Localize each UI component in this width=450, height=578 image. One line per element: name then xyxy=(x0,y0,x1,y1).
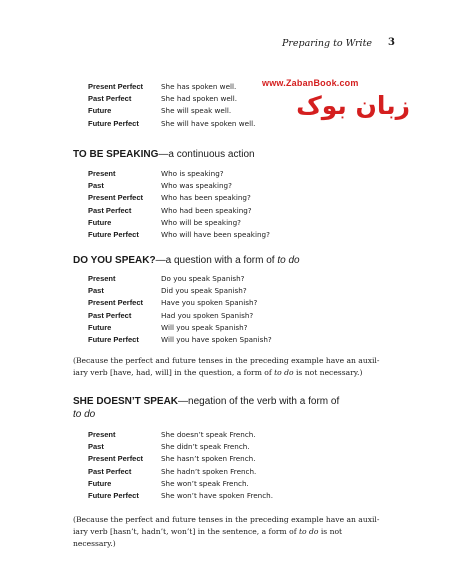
table-row xyxy=(88,441,273,453)
example-sentence: She didn’t speak French. xyxy=(161,442,250,452)
heading-bold: SHE DOESN’T SPEAK xyxy=(73,396,179,407)
conjugation-table-2 xyxy=(88,168,270,241)
tense-label: Past xyxy=(88,181,104,191)
table-row xyxy=(88,192,270,204)
example-sentence: Have you spoken Spanish? xyxy=(161,298,258,308)
example-sentence: She doesn’t speak French. xyxy=(161,430,256,439)
table-row xyxy=(88,453,273,465)
explanatory-note-2 xyxy=(73,514,383,550)
tense-label: Present Perfect xyxy=(88,298,144,308)
example-sentence: Who had been speaking? xyxy=(161,205,252,215)
tense-label: Future Perfect xyxy=(88,118,139,128)
note-line: (Because the perfect and future tenses in the preceding example have an auxil- xyxy=(73,356,380,365)
example-sentence: She hadn’t spoken French. xyxy=(161,466,257,476)
example-sentence: Who was speaking? xyxy=(161,181,232,191)
running-header: Preparing to Write xyxy=(282,38,373,49)
table-row xyxy=(88,310,272,322)
table-row xyxy=(88,297,272,309)
tense-label: Past xyxy=(88,442,104,452)
table-row xyxy=(88,229,270,241)
example-sentence: Who will have been speaking? xyxy=(161,229,270,239)
tense-label: Past Perfect xyxy=(88,94,132,104)
tense-label: Present Perfect xyxy=(88,82,144,91)
tense-label: Future Perfect xyxy=(88,490,139,500)
tense-label: Present xyxy=(88,169,116,178)
page-number: 3 xyxy=(388,37,395,48)
logo-text: زبان بوک xyxy=(296,91,410,120)
table-row xyxy=(88,285,272,297)
table-row xyxy=(88,205,270,217)
example-sentence: Who is speaking? xyxy=(161,169,224,178)
example-sentence: Will you speak Spanish? xyxy=(161,322,248,332)
section-heading-to-be-speaking xyxy=(73,149,255,160)
tense-label: Future xyxy=(88,106,112,116)
explanatory-note-1 xyxy=(73,355,383,379)
table-row xyxy=(88,217,270,229)
example-sentence: Will you have spoken Spanish? xyxy=(161,334,272,344)
heading-rest: —a continuous action xyxy=(158,149,255,160)
section-heading-do-you-speak xyxy=(73,255,300,266)
note-text: iary verb [have, had, will] in the question, a form of xyxy=(73,368,275,377)
table-row xyxy=(88,105,255,117)
table-row xyxy=(88,334,272,346)
section-heading-she-doesnt-speak xyxy=(73,395,339,421)
note-text: is not necessary.) xyxy=(293,368,363,377)
tense-label: Present xyxy=(88,274,116,283)
note-line: (Because the perfect and future tenses in the preceding example have an auxil- xyxy=(73,515,380,524)
watermark-url: www.ZabanBook.com xyxy=(262,78,359,88)
tense-label: Future xyxy=(88,217,112,227)
table-row xyxy=(88,118,255,130)
table-row xyxy=(88,273,272,285)
example-sentence: She won’t have spoken French. xyxy=(161,490,274,500)
zabanbook-logo-icon xyxy=(262,88,412,122)
tense-label: Past Perfect xyxy=(88,466,132,476)
tense-label: Present Perfect xyxy=(88,193,144,203)
heading-line xyxy=(73,395,339,408)
tense-label: Future xyxy=(88,322,112,332)
tense-label: Future xyxy=(88,478,112,488)
conjugation-table-4 xyxy=(88,429,273,502)
table-row xyxy=(88,168,270,180)
heading-rest: —a question with a form of xyxy=(155,255,278,266)
note-italic: to do xyxy=(298,527,319,536)
tense-label: Future Perfect xyxy=(88,229,139,239)
tense-label: Future Perfect xyxy=(88,334,139,344)
table-row xyxy=(88,322,272,334)
tense-label: Past xyxy=(88,286,104,296)
note-text: iary verb [hasn’t, hadn’t, won’t] in the sentence, a form of xyxy=(73,527,299,536)
example-sentence: Who has been speaking? xyxy=(161,193,251,203)
table-row xyxy=(88,478,273,490)
heading-italic: to do xyxy=(277,255,300,266)
example-sentence: She had spoken well. xyxy=(161,94,238,104)
example-sentence: She will have spoken well. xyxy=(161,118,256,128)
conjugation-table-1 xyxy=(88,81,255,130)
example-sentence: Do you speak Spanish? xyxy=(161,274,245,283)
note-italic: to do xyxy=(274,368,294,377)
example-sentence: Who will be speaking? xyxy=(161,217,241,227)
table-row xyxy=(88,180,270,192)
note-line xyxy=(73,367,383,379)
example-sentence: She will speak well. xyxy=(161,106,232,116)
example-sentence: She has spoken well. xyxy=(161,82,237,91)
tense-label: Present xyxy=(88,430,116,439)
table-row xyxy=(88,81,255,93)
heading-bold: DO YOU SPEAK? xyxy=(73,255,156,266)
example-sentence: Had you spoken Spanish? xyxy=(161,310,254,320)
conjugation-table-3 xyxy=(88,273,272,346)
table-row xyxy=(88,490,273,502)
watermark-logo xyxy=(262,78,412,126)
note-line xyxy=(73,526,383,550)
example-sentence: She hasn’t spoken French. xyxy=(161,454,256,464)
example-sentence: Did you speak Spanish? xyxy=(161,286,247,296)
heading-bold: TO BE SPEAKING xyxy=(73,149,159,160)
tense-label: Present Perfect xyxy=(88,454,144,464)
table-row xyxy=(88,93,255,105)
heading-rest: —negation of the verb with a form of xyxy=(178,396,340,407)
note-text: is not necessary.) xyxy=(73,527,343,548)
heading-italic: to do xyxy=(73,409,96,420)
tense-label: Past Perfect xyxy=(88,310,132,320)
heading-line xyxy=(73,408,339,421)
table-row xyxy=(88,466,273,478)
table-row xyxy=(88,429,273,441)
example-sentence: She won’t speak French. xyxy=(161,478,249,488)
tense-label: Past Perfect xyxy=(88,205,132,215)
